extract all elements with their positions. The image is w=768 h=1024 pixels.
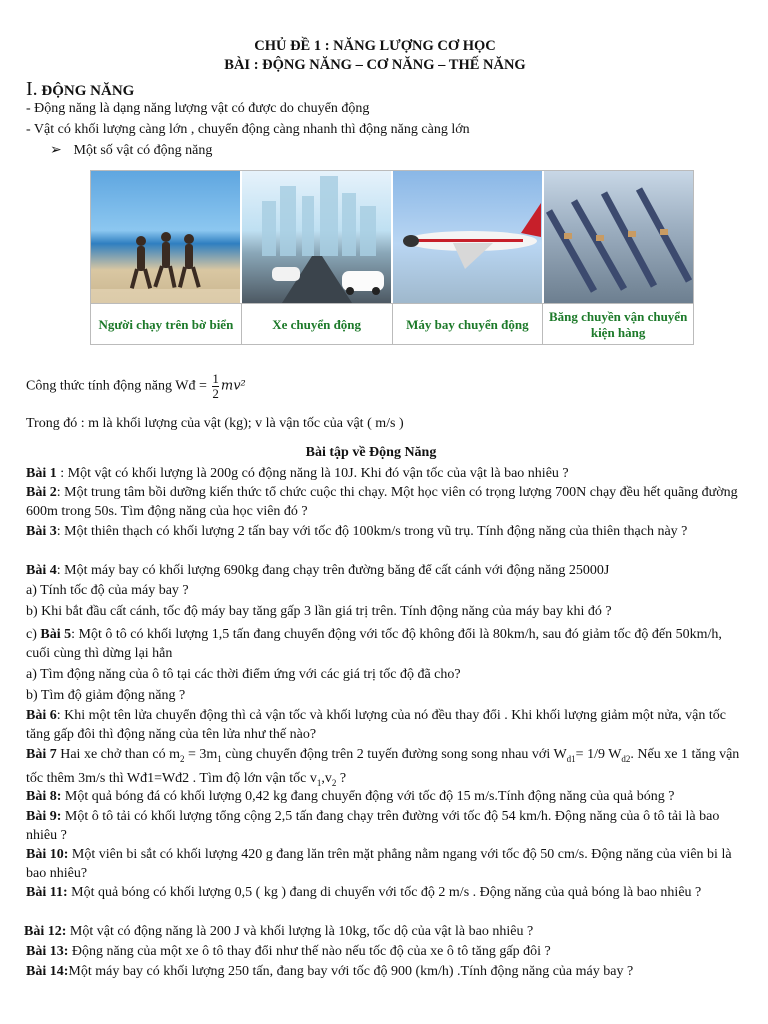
exercise-text: : Một máy bay có khối lượng 690kg đang chạy trên đường băng để cất cánh với động năng 25000J [56,563,610,578]
exercise-label: Bài 7 [26,747,57,762]
exercise-text: ,v [321,770,332,786]
exercise-5 [26,625,746,663]
formula-legend: Trong đó : m là khối lượng của vật (kg); v là vận tốc của vật ( m/s ) [26,416,404,431]
bullet-text: Một số vật có động năng [73,143,213,158]
exercise-label: Bài 5 [40,627,72,642]
exercise-text: Hai xe chở than có m [56,747,180,762]
exercise-14 [26,962,746,981]
section-title: ĐỘNG NĂNG [41,83,135,99]
exercise-text: : Một ô tô có khối lượng 1,5 tấn đang chuyển động với tốc độ không đổi là 80km/h, sau đó giảm tốc độ đến 50km/h, cuối cùng thì dừng lại hẳn [26,627,722,661]
caption-runners: Người chạy trên bờ biển [91,304,242,345]
exercise-6 [26,706,746,744]
exercise-text: Một viên bi sắt có khối lượng 420 g đang lăn trên mặt phẳng nằm ngang với tốc độ 50 cm/s. Động năng của viên bi là bao nhiêu? [26,847,732,881]
exercise-label: Bài 14: [26,964,69,979]
exercise-text: : Một thiên thạch có khối lượng 2 tấn bay với tốc độ 100km/s trong vũ trụ. Tính động năng của thiên thạch này ? [56,524,688,539]
exercise-4a: a) Tính tốc độ của máy bay ? [26,583,189,598]
exercise-label: Bài 1 [26,466,57,481]
exercise-5b: b) Tìm độ giảm động năng ? [26,688,186,703]
exercise-2 [26,483,746,521]
subscript: d2 [621,753,631,764]
subscript: 2 [331,777,337,788]
exercise-label: Bài 6 [26,708,57,723]
exercise-text: Một máy bay có khối lượng 250 tấn, đang bay với tốc độ 900 (km/h) .Tính động năng của máy bay ? [68,964,634,979]
exercise-text: . Nếu xe 1 tăng vận tốc thêm 3m/s thì Wđ1=Wđ2 . Tìm độ lớn vận tốc v [26,747,740,786]
moving-cars-image [242,171,393,303]
exercise-label: Bài 8: [26,789,62,804]
caption-airplane: Máy bay chuyển động [393,304,544,345]
beach-runners-image [91,171,242,303]
intro-line-1: - Động năng là dạng năng lượng vật có được do chuyển động [26,101,370,116]
exercise-13 [26,942,746,961]
exercise-text: : Một vật có khối lượng là 200g có động năng là 10J. Khi đó vận tốc của vật là bao nhiêu ? [56,466,569,481]
exercise-1 [26,464,746,483]
airplane-image [393,171,544,303]
section-number: I. [26,78,38,100]
exercise-label: Bài 9: [26,809,62,824]
lesson-title: BÀI : ĐỘNG NĂNG – CƠ NĂNG – THẾ NĂNG [224,57,526,73]
exercise-4b: b) Khi bắt đầu cất cánh, tốc độ máy bay tăng gấp 3 lần giá trị trên. Tính động năng của máy bay khi đó ? [26,604,612,619]
exercise-text: Một ô tô tải có khối lượng tổng cộng 2,5 tấn đang chạy trên đường với tốc độ 54 km/h. Động năng của ô tô tải là bao nhiêu ? [26,809,720,843]
examples-figure [90,170,694,345]
exercise-text: Động năng của một xe ô tô thay đổi như thế nào nếu tốc độ của xe ô tô tăng gấp đôi ? [68,944,551,959]
exercise-label: Bài 2 [26,485,57,500]
intro-line-2: - Vật có khối lượng càng lớn , chuyển động càng nhanh thì động năng càng lớn [26,122,470,137]
exercise-8 [26,787,746,806]
exercise-text: Một quả bóng đá có khối lượng 0,42 kg đang chuyển động với tốc độ 15 m/s.Tính động năng của quả bóng ? [61,789,675,804]
exercise-label: Bài 12: [24,924,67,939]
conveyor-belt-image [544,171,693,303]
exercise-label: Bài 13: [26,944,69,959]
caption-conveyor: Băng chuyền vận chuyển kiện hàng [548,308,688,340]
formula-fraction [212,372,219,401]
kinetic-energy-formula [26,372,246,401]
exercise-label: Bài 10: [26,847,69,862]
bullet-item [50,142,212,159]
exercise-text: = 3m [184,747,218,762]
exercise-10 [26,845,746,883]
exercise-text: : Một trung tâm bồi dưỡng kiến thức tổ chức cuộc thi chạy. Một học viên có trọng lượng 700N chạy đều hết quãng đường 600m trong 50s. Tìm động năng của học viên đó ? [26,485,738,519]
exercise-5a: a) Tìm động năng của ô tô tại các thời điểm ứng với các giá trị tốc độ đã cho? [26,667,461,682]
exercise-11 [26,883,746,902]
fraction-denominator: 2 [212,386,219,401]
caption-cars: Xe chuyển động [242,304,393,345]
exercise-text: Một vật có động năng là 200 J và khối lượng là 10kg, tốc dộ của vật là bao nhiêu ? [66,924,534,939]
exercise-prefix: c) [26,627,41,642]
exercise-7 [26,745,746,793]
exercise-text: = 1/9 W [575,747,622,762]
subscript: 1 [217,753,222,764]
exercise-text: Một quả bóng có khối lượng 0,5 ( kg ) đang di chuyển với tốc độ 2 m/s . Động năng của quả bóng là bao nhiêu ? [67,885,702,900]
exercise-label: Bài 4 [26,563,57,578]
arrow-bullet-icon: ➢ [50,143,62,158]
subscript: 2 [180,753,185,764]
exercise-text: ? [336,770,347,786]
exercise-label: Bài 11: [26,885,68,900]
exercise-9 [26,807,746,845]
exercise-3 [26,522,746,541]
exercise-label: Bài 3 [26,524,57,539]
section-heading [26,78,134,101]
subscript: 1 [316,777,322,788]
exercise-text: cùng chuyển động trên 2 tuyến đường song song nhau với W [221,747,567,762]
subscript: d1 [566,753,576,764]
exercise-text: : Khi một tên lửa chuyển động thì cả vận tốc và khối lượng của nó đều thay đổi . Khi khối lượng giảm một nửa, vận tốc tăng gấp đôi thì động năng của tên lửa như thế nào? [26,708,726,742]
topic-title: CHỦ ĐỀ 1 : NĂNG LƯỢNG CƠ HỌC [254,38,496,54]
exercises-heading: Bài tập về Động Năng [305,445,437,460]
exercise-4 [26,561,746,580]
fraction-numerator: 1 [212,371,219,386]
exercise-12 [24,922,746,941]
formula-prefix: Công thức tính động năng Wđ = [26,378,211,394]
formula-expression: mv² [220,378,246,394]
